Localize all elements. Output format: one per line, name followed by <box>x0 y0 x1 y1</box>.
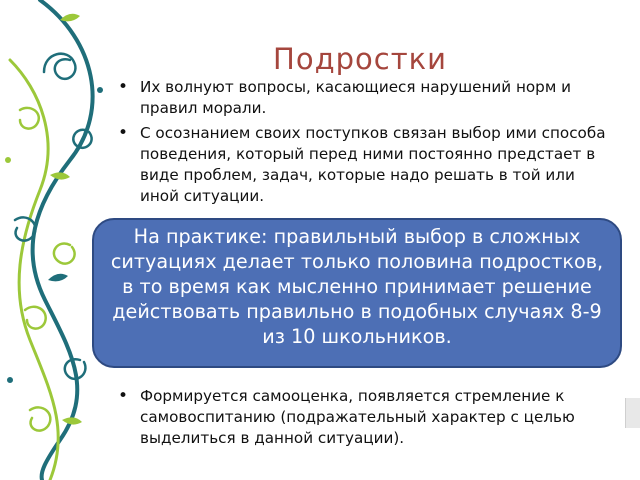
bullet-list-bottom <box>116 386 616 453</box>
callout-box: На практике: правильный выбор в сложных ситуациях делает только половина подростков, в то время как мысленно принимает решение действовать правильно в подобных случаях 8-9 из 10 школьников. <box>92 218 622 368</box>
scrollbar[interactable] <box>625 398 640 428</box>
list-item: • С осознанием своих поступков связан выбор ими способа поведения, который перед ними постоянно предстает в виде проблем, задач, которые надо решать в той или иной ситуации. <box>116 123 616 207</box>
page-title: Подростки <box>273 42 447 76</box>
list-item: • Их волнуют вопросы, касающиеся нарушений норм и правил морали. <box>116 77 616 119</box>
bullet-list-top <box>116 77 616 211</box>
list-item: • Формируется самооценка, появляется стремление к самовоспитанию (подражательный характер с целью выделиться в данной ситуации). <box>116 386 616 449</box>
